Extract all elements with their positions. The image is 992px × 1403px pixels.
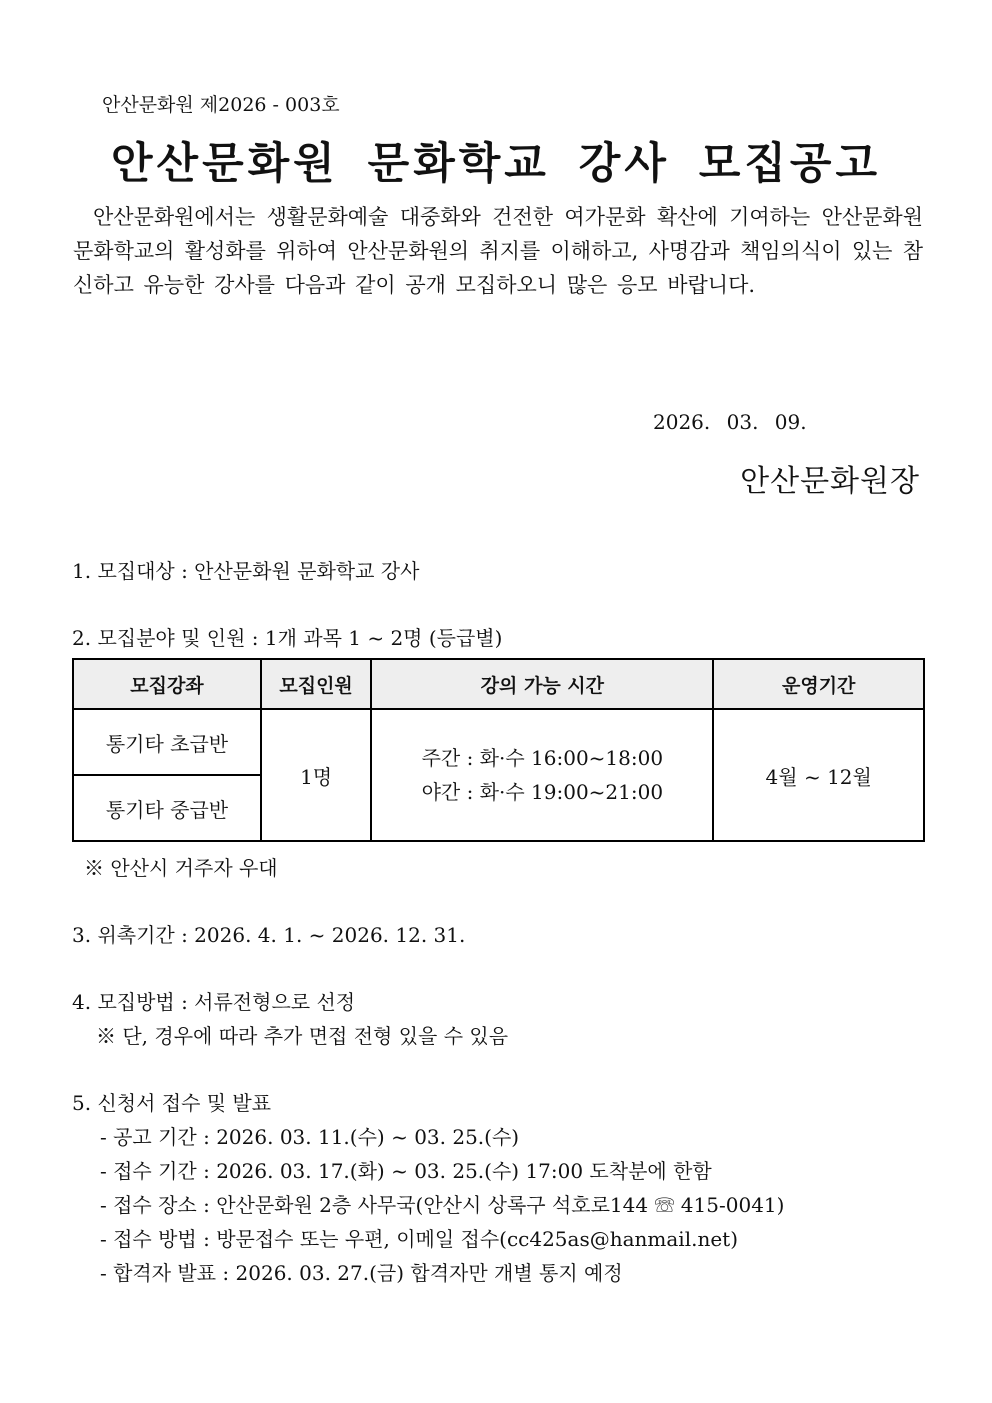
course-table (72, 658, 925, 842)
table-header: 모집인원 (261, 659, 371, 709)
course-name: 통기타 중급반 (73, 775, 261, 841)
table-header: 운영기간 (713, 659, 924, 709)
table-header: 모집강좌 (73, 659, 261, 709)
table-header: 강의 가능 시간 (371, 659, 713, 709)
signer: 안산문화원장 (740, 464, 920, 499)
list-item: - 접수 장소 : 안산문화원 2층 사무국(안산시 상록구 석호로144 ☏ 415-0041) (100, 1193, 785, 1217)
section-appointment-period: 3. 위촉기간 : 2026. 4. 1. ~ 2026. 12. 31. (72, 923, 466, 947)
course-name: 통기타 초급반 (73, 709, 261, 775)
intro-paragraph: 안산문화원에서는 생활문화예술 대중화와 건전한 여가문화 확산에 기여하는 안산문화원 문화학교의 활성화를 위하여 안산문화원의 취지를 이해하고, 사명감과 책임의식이 있는 참신하고 유능한 강사를 다음과 같이 공개 모집하오니 많은 응모 바랍니다. (73, 205, 923, 297)
table-row (73, 709, 924, 775)
time-daytime: 주간 : 화·수 16:00~18:00 (421, 746, 664, 770)
section-application: 5. 신청서 접수 및 발표 (72, 1091, 272, 1115)
table-header-row (73, 659, 924, 709)
list-item: - 접수 기간 : 2026. 03. 17.(화) ~ 03. 25.(수) 17:00 도착분에 한함 (100, 1159, 712, 1183)
section-recruit-target: 1. 모집대상 : 안산문화원 문화학교 강사 (72, 559, 420, 583)
announcement-date: 2026. 03. 09. (653, 410, 807, 434)
document-number: 안산문화원 제2026 - 003호 (102, 94, 340, 116)
list-item: - 공고 기간 : 2026. 03. 11.(수) ~ 03. 25.(수) (100, 1125, 520, 1149)
headcount-cell: 1명 (261, 709, 371, 841)
lecture-time-cell (371, 709, 713, 841)
time-evening: 야간 : 화·수 19:00~21:00 (421, 780, 664, 804)
section-recruit-field: 2. 모집분야 및 인원 : 1개 과목 1 ~ 2명 (등급별) (72, 626, 503, 650)
page-title: 안산문화원 문화학교 강사 모집공고 (111, 139, 881, 189)
list-item: - 접수 방법 : 방문접수 또는 우편, 이메일 접수(cc425as@hanmail.net) (100, 1227, 739, 1251)
recruit-method-note: ※ 단, 경우에 따라 추가 면접 전형 있을 수 있음 (96, 1024, 509, 1048)
list-item: - 합격자 발표 : 2026. 03. 27.(금) 합격자만 개별 통지 예정 (100, 1261, 623, 1285)
section-recruit-method: 4. 모집방법 : 서류전형으로 선정 (72, 990, 356, 1014)
period-cell: 4월 ~ 12월 (713, 709, 924, 841)
table-note: ※ 안산시 거주자 우대 (84, 856, 278, 880)
